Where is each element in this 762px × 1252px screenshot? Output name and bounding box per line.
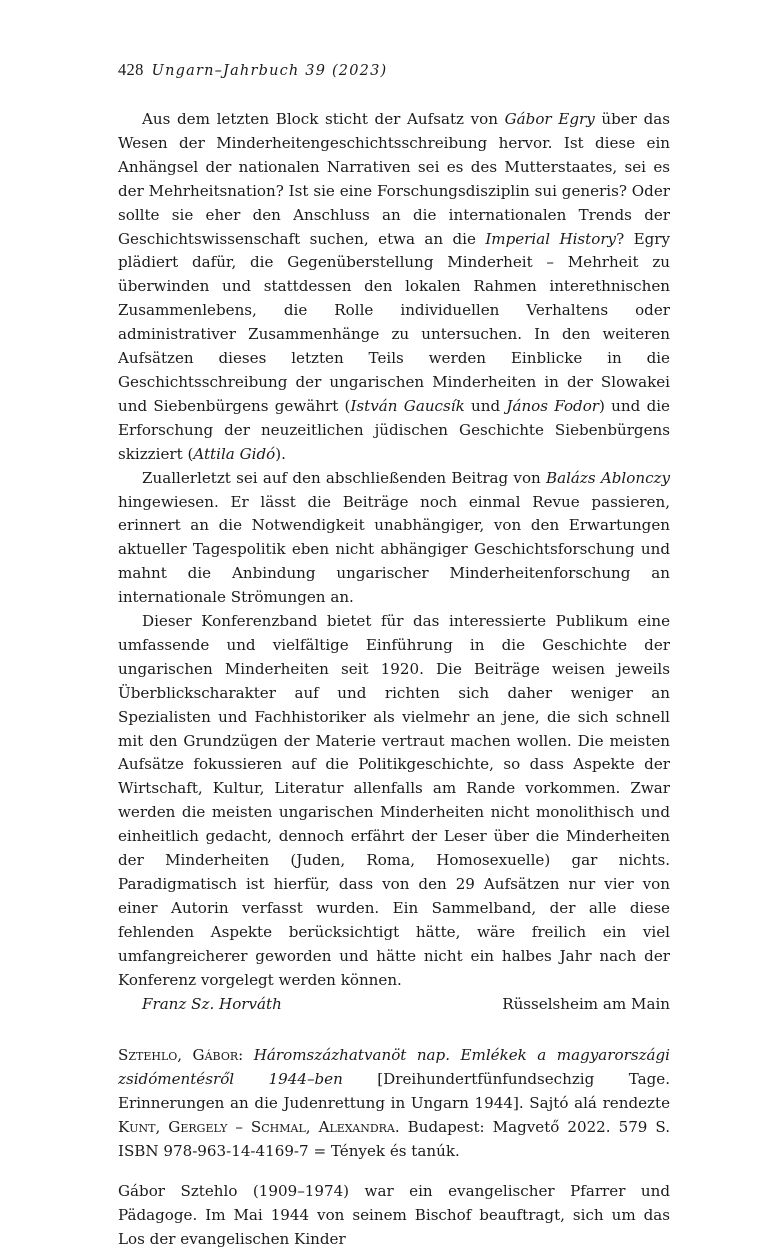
text-run: und xyxy=(464,396,507,415)
book-author: Sztehlo, Gábor xyxy=(118,1046,239,1065)
author-name: István Gaucsík xyxy=(350,396,465,415)
book-editors: Kunt, Gergely – Schmal, Alexandra xyxy=(118,1118,395,1137)
book-title: Háromszázhatvanöt nap. Emlékek a magyarországi zsidómentésről 1944–ben xyxy=(118,1046,671,1089)
reviewer-place: Rüsselsheim am Main xyxy=(502,994,670,1013)
author-name: Balázs Ablonczy xyxy=(546,468,671,487)
title-translation: [Dreihundertfünfundsechzig Tage. Erinnerungen an die Judenrettung in Ungarn 1944]. Sajtó alá rendezte xyxy=(118,1070,670,1113)
journal-title: Ungarn–Jahrbuch 39 (2023) xyxy=(151,63,388,79)
text-run: über das Wesen der Minderheitengeschichtsschreibung hervor. Ist diese ein Anhängsel der nationalen Narrativen sei es des Mutterstaates, sei es der Mehrheitsnation? Ist sie eine Forschungsdisziplin sui generis? Oder sollte sie eher den Anschluss an die internationalen Trends der Geschichtswissenschaft suchen, etwa an die xyxy=(118,110,670,248)
main-text xyxy=(118,108,670,1252)
publication-info: . Budapest: Magvető 2022. 579 S. ISBN 978-963-14-4169-7 = Tények és tanúk. xyxy=(118,1118,670,1161)
author-name: Gábor Egry xyxy=(504,110,595,128)
review-citation xyxy=(118,1044,670,1164)
term: Imperial History xyxy=(485,229,617,248)
text-run: ). xyxy=(275,444,286,463)
text-run: ? Egry plädiert dafür, die Gegenüberstellung Minderheit – Mehrheit zu überwinden und stattdessen den lokalen Rahmen interethnischen Zusammenlebens, die Rolle individuellen Verhaltens oder administrativer Zusammenhänge zu untersuchen. In den weiteren Aufsätzen dieses letzten Teils werden Einblicke in die Geschichtsschreibung der ungarischen Minderheiten in der Slowakei und Siebenbürgens gewährt ( xyxy=(118,229,670,415)
text-run: ) und die Erforschung der neuzeitlichen jüdischen Geschichte Siebenbürgens skizziert ( xyxy=(118,396,670,463)
running-header xyxy=(118,60,387,80)
signature-line xyxy=(118,993,670,1017)
author-name: Attila Gidó xyxy=(193,444,276,463)
text-run: : xyxy=(238,1046,254,1065)
paragraph-1 xyxy=(118,108,670,467)
author-name: János Fodor xyxy=(506,396,599,415)
reviewer-name: Franz Sz. Horváth xyxy=(142,994,282,1013)
review-body xyxy=(118,1180,670,1252)
paragraph-2 xyxy=(118,467,670,610)
page-number: 428 xyxy=(118,60,144,79)
text-run: Zuallerletzt sei auf den abschließenden Beitrag von xyxy=(142,468,547,487)
citation-text xyxy=(118,1044,670,1164)
text-run: Aus dem letzten Block sticht der Aufsatz von xyxy=(142,110,505,128)
paragraph-4: Gábor Sztehlo (1909–1974) war ein evangelischer Pfarrer und Pädagoge. Im Mai 1944 von seinem Bischof beauftragt, sich um das Los der evangelischen Kinder xyxy=(118,1181,670,1248)
text-run: hingewiesen. Er lässt die Beiträge noch einmal Revue passieren, erinnert an die Notwendigkeit unabhängiger, von den Erwartungen aktueller Tagespolitik eben nicht abhängiger Geschichtsforschung und mahnt die Anbindung ungarischer Minderheitenforschung an internationale Strömungen an. xyxy=(118,492,670,607)
paragraph-3: Dieser Konferenzband bietet für das interessierte Publikum eine umfassende und vielfältige Einführung in die Geschichte der ungarischen Minderheiten seit 1920. Die Beiträge weisen jeweils Überblickscharakter auf und richten sich daher weniger an Spezialisten und Fachhistoriker als vielmehr an jene, die sich schnell mit den Grundzügen der Materie vertraut machen wollen. Die meisten Aufsätze fokussieren auf die Politikgeschichte, so dass Aspekte der Wirtschaft, Kultur, Literatur allenfalls am Rande vorkommen. Zwar werden die meisten ungarischen Minderheiten nicht monolithisch und einheitlich gedacht, dennoch erfährt der Leser über die Minderheiten der Minderheiten (Juden, Roma, Homosexuelle) gar nichts. Paradigmatisch ist hierfür, dass von den 29 Aufsätzen nur vier von einer Autorin verfasst wurden. Ein Sammelband, der alle diese fehlenden Aspekte berücksichtigt hätte, wäre freilich ein viel umfangreicherer geworden und hätte nicht ein halbes Jahr nach der Konferenz vorgelegt werden können. xyxy=(118,612,670,989)
